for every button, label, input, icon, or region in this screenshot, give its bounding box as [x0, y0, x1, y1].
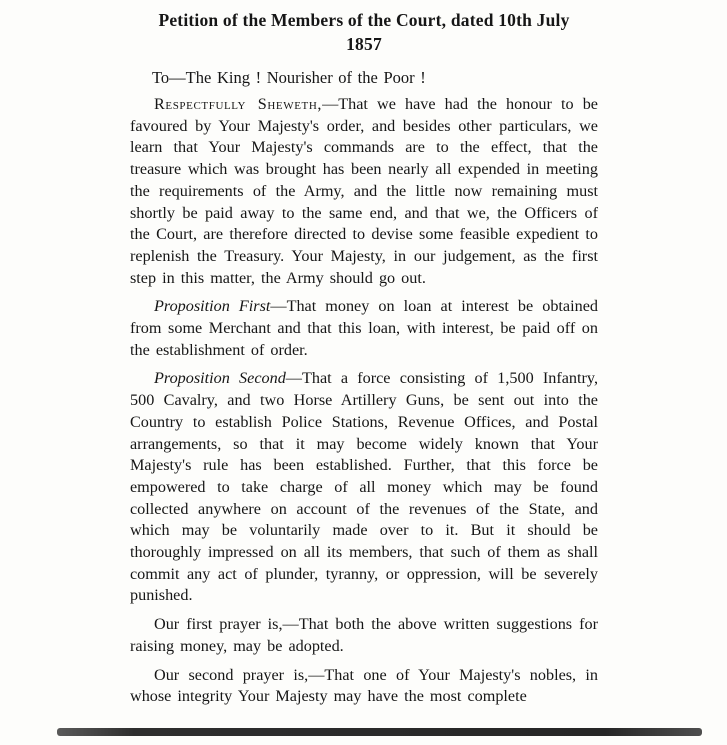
paragraph-lead: Proposition First	[154, 297, 271, 316]
paragraph-text: Our first prayer is,—That both the above written suggestions for raising money, may be adopted.	[130, 615, 598, 655]
text-block	[130, 8, 598, 715]
scan-edge-artifact	[57, 728, 702, 736]
paragraph-text: Our second prayer is,—That one of Your Majesty's nobles, in whose integrity Your Majesty may have the most complete	[130, 665, 598, 706]
paragraph-lead: Proposition Second	[154, 369, 286, 388]
salutation: To—The King ! Nourisher of the Poor !	[152, 68, 426, 87]
paragraph-text: —That a force consisting of 1,500 Infantry, 500 Cavalry, and two Horse Artillery Guns, be sent out into the Country to establish Police Stations, Revenue Offices, and Postal arrangements, so that it may become widely known that Your Majesty's rule has been established. Further, that this force be empowered to take charge of all money which may be found collected anywhere on account of the revenues of the State, and which may be voluntarily made over to it. But it should be thoroughly impressed on all its members, that such of them as shall commit any act of plunder, tyranny, or oppression, will be severely punished.	[130, 369, 598, 605]
document-title-line1: Petition of the Members of the Court, dated 10th July	[158, 10, 570, 30]
paragraph	[130, 614, 598, 657]
paragraph	[130, 368, 598, 607]
paragraph-text: —That we have had the honour to be favoured by Your Majesty's order, and besides other particulars, we learn that Your Majesty's commands are to the effect, that the treasure which was brought has been nearly all expended in meeting the requirements of the Army, and the little now remaining must shortly be paid away to the same end, and that we, the Officers of the Court, are therefore directed to devise some feasible expedient to replenish the Treasury. Your Majesty, in our judgement, as the first step in this matter, the Army should go out.	[130, 95, 598, 287]
document-title-line2: 1857	[346, 34, 382, 54]
paragraph	[130, 94, 598, 289]
paragraphs	[130, 94, 598, 708]
paragraph-lead: Respectfully Sheweth,	[154, 95, 323, 113]
document-title	[130, 8, 598, 56]
paragraph-text: —That money on loan at interest be obtained from some Merchant and that this loan, with interest, be paid off on the establishment of order.	[130, 297, 598, 359]
paragraph	[130, 665, 598, 708]
paragraph	[130, 296, 598, 361]
